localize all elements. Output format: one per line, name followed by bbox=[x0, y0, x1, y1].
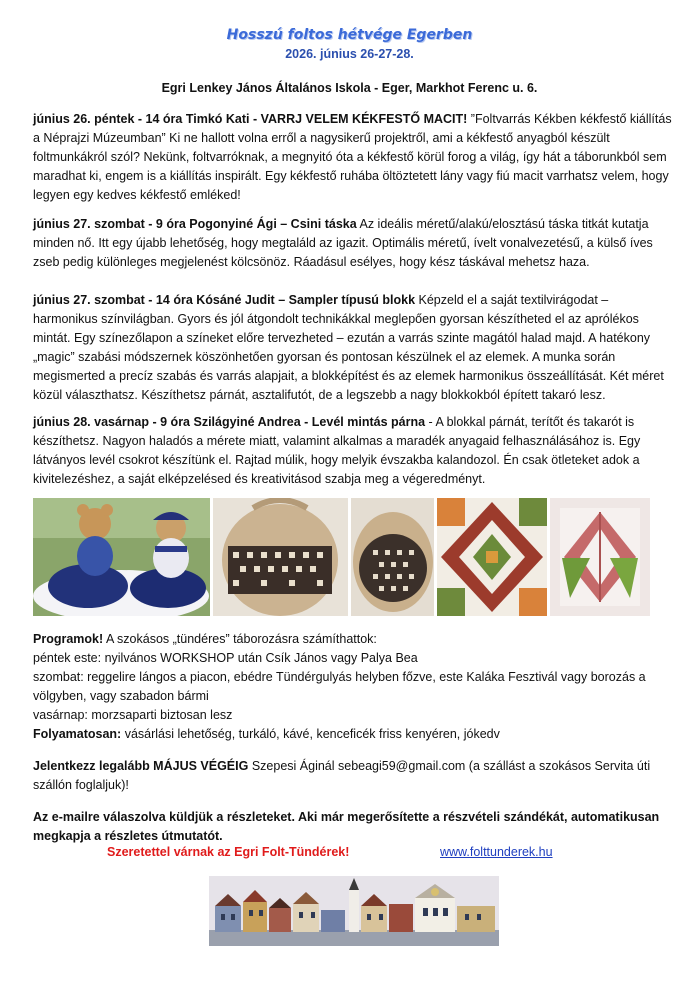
continuous-label: Folyamatosan: bbox=[33, 727, 122, 741]
continuous-text: vásárlási lehetőség, turkáló, kávé, kenceficék friss kenyéren, jókedv bbox=[121, 727, 500, 741]
event-dates: 2026. június 26-27-28. bbox=[285, 47, 414, 61]
session-4 bbox=[33, 413, 673, 489]
session-body: ”Foltvarrás Kékben kékfestő kiállítás a Néprajzi Múzeumban” Ki ne hallott volna erről a nagysikerű projektről, ami a kékfestő anyagból készült foltmunkákról szól? Nekünk, foltvarróknak, a megnyitó óta a kékfestő körül forog a világ, így hát a táborunkból sem maradhat ki, engem is a kiállítás inspirált. Egy kékfestő ruhába öltöztetett lány vagy fiú macit varrhatsz velem, hogy legyen egy kedves kékfestő emléked! bbox=[33, 112, 672, 202]
session-1 bbox=[33, 110, 673, 205]
session-heading: június 27. szombat - 9 óra Pogonyiné Ági – Csini táska bbox=[33, 217, 357, 231]
townscape-quilt-image bbox=[209, 876, 499, 946]
programs-heading: Programok! bbox=[33, 632, 104, 646]
event-venue: Egri Lenkey János Általános Iskola - Eger, Markhot Ferenc u. 6. bbox=[161, 81, 538, 95]
session-3 bbox=[33, 291, 673, 405]
programs-intro-line bbox=[33, 630, 673, 649]
session-2 bbox=[33, 215, 673, 272]
event-title: Hosszú foltos hétvége Egerben bbox=[226, 27, 473, 43]
registration-notice bbox=[33, 757, 673, 795]
programs-friday: péntek este: nyilvános WORKSHOP után Csík János vagy Palya Bea bbox=[33, 651, 418, 665]
greeting: Szeretettel várnak az Egri Folt-Tündérek! bbox=[107, 845, 350, 859]
session-body: Az ideális méretű/alakú/elosztású táska titkát kutatja minden nő. Itt egy újabb lehetőség, hogy megtaláld az igazit. Optimális méretű, ívelt vonalvezetésű, a külső íves zseb pedig különleges megjelenést kölcsönöz. Ráadásul esélyes, hogy kész táskával mehetsz haza. bbox=[33, 217, 653, 269]
session-body: - A blokkal párnát, terítőt és takarót is készíthetsz. Nagyon haladós a mérete miatt, valamint alkalmas a maradék anyagaid felhasználásához is. Egy látványos levél csokrot készítünk el. Rajtad múlik, hogy melyik évszakba kalandozol. Én csak ötleteket adok a kivitelezéshez, a saját elképzelésed és kreativitásod szabja meg a végeredményt. bbox=[33, 415, 641, 486]
programs-continuous-line bbox=[33, 725, 673, 744]
programs-sunday: vasárnap: morzsaparti biztosan lesz bbox=[33, 708, 233, 722]
website-link[interactable]: www.folttunderek.hu bbox=[440, 845, 553, 859]
session-heading: június 26. péntek - 14 óra Timkó Kati - VARRJ VELEM KÉKFESTŐ MACIT! bbox=[33, 112, 468, 126]
photo-leaf-pillow bbox=[550, 498, 650, 616]
programs-saturday: szombat: reggelire lángos a piacon, ebédre Tündérgulyás helyben főzve, este Kaláka Fesztivál vagy borozás a völgyben, vagy szabadon bármi bbox=[33, 670, 646, 703]
session-body: Képzeld el a saját textilvirágodat – harmonikus színvilágban. Gyors és jól átgondolt technikákkal meglepően gyorsan készítheted el az aprólékos mintát. Egy színezőlapon a színeket előre tervezheted – ezután a varrás szinte magától halad majd. A hatékony „magic” szabási módszernek köszönhetően gyorsan és pontosan készülnek el az elemek. A munka során megismerted a precíz szabás és varrás alapjait, a blokképítést és az elemek harmonikus összeállítását. Két méret közül választhatsz. Készíthetsz párnát, asztalifutót, de a legszebb a nagy blokkokból épített takaró lesz. bbox=[33, 293, 664, 402]
photo-strip bbox=[33, 498, 653, 616]
session-heading: június 27. szombat - 14 óra Kósáné Judit – Sampler típusú blokk bbox=[33, 293, 416, 307]
photo-bag-side bbox=[351, 498, 434, 616]
photo-round-bag bbox=[213, 498, 348, 616]
registration-text: Szepesi Áginál sebeagi59@gmail.com (a szállást a szokásos Servita úti szállón foglaljuk)! bbox=[33, 759, 651, 792]
registration-deadline: Jelentkezz legalább MÁJUS VÉGÉIG bbox=[33, 759, 249, 773]
programs-intro: A szokásos „tündéres” táborozásra számíthattok: bbox=[103, 632, 377, 646]
photo-teddy-bears bbox=[33, 498, 210, 616]
confirmation-note: Az e-mailre válaszolva küldjük a részleteket. Aki már megerősítette a részvételi szándékát, automatikusan megkapja a részletes útmutatót. bbox=[33, 810, 660, 843]
session-heading: június 28. vasárnap - 9 óra Szilágyiné Andrea - Levél mintás párna bbox=[33, 415, 426, 429]
photo-sampler-block bbox=[437, 498, 547, 616]
